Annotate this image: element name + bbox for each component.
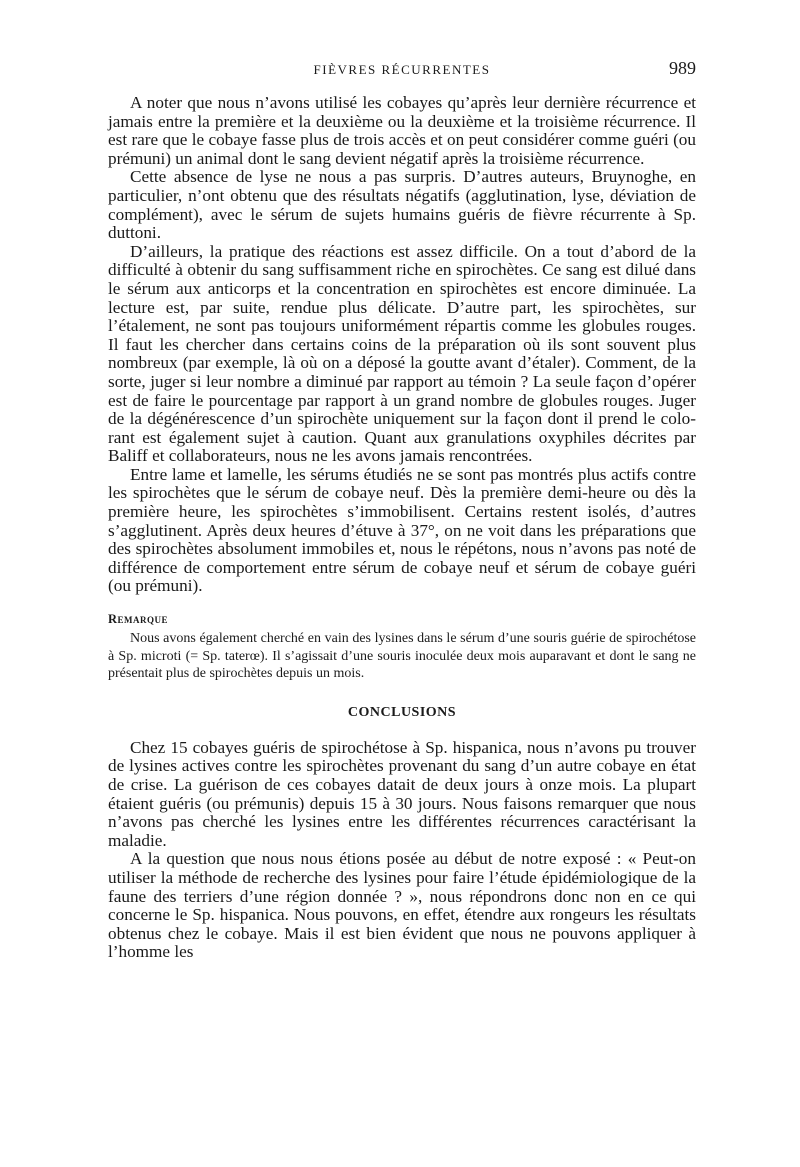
paragraph-1: A noter que nous n’avons utilisé les cobayes qu’après leur dernière récurrence et jamais entre la première et la deuxième ou la deuxième et la troisième récurrence. Il est rare que le cobaye fasse plus de trois accès et on peut considérer comme guéri (ou prémuni) un animal dont le sang devient négatif après la troisième récurrence. <box>108 93 696 168</box>
running-title: FIÈVRES RÉCURRENTES <box>313 62 491 77</box>
page-header <box>108 58 696 82</box>
remark-heading: Remarque <box>108 612 169 627</box>
remark-text: Nous avons également cherché en vain des lysines dans le sérum d’une souris guérie de spirochétose à Sp. microti (= Sp. taterœ). Il s’agissait d’une souris inoculée deux mois auparavant et dont le sang ne présentait plus de spirochètes depuis un mois. <box>108 631 696 682</box>
conclusion-paragraph-2: A la question que nous nous étions posée au début de notre exposé : « Peut-on utiliser la méthode de recherche des lysines pour faire l’étude épidémiologique de la faune des terriers d’une région donnée ? », nous répondrons donc non en ce qui concerne le Sp. hispanica. Nous pouvons, en effet, étendre aux rongeurs les résultats obtenus chez le cobaye. Mais il est bien évident que nous ne pouvons appliquer à l’homme les <box>108 849 696 962</box>
paragraph-3: D’ailleurs, la pratique des réactions est assez difficile. On a tout d’abord de la difficulté à obtenir du sang suffisamment riche en spirochètes. Ce sang est dilué dans le sérum aux anticorps et la concentration en spirochètes est encore diminuée. La lecture est, par suite, rendue plus délicate. D’autre part, les spirochètes, sur l’étalement, ne sont pas toujours uniformément répartis comme les globules rouges. Il faut les chercher dans certains coins de la préparation où ils sont souvent plus nombreux (par exemple, là où on a déposé la goutte avant d’étaler). Comment, de la sorte, juger si leur nombre a diminué par rapport au témoin ? La seule façon d’opérer est de faire le pourcentage par rapport à un grand nombre de globules rouges. Juger de la dégénérescence d’un spirochète uniquement sur la façon dont il prend le colorant est également sujet à caution. Quant aux granulations oxyphiles décrites par Baliff et collaborateurs, nous ne les avons jamais rencontrées. <box>108 241 696 466</box>
conclusion-paragraph-1: Chez 15 cobayes guéris de spirochétose à Sp. hispanica, nous n’avons pu trouver de lysines actives contre les spirochètes provenant du sang d’un autre cobaye en état de crise. La guérison de ces cobayes datait de deux jours à onze mois. La plupart étaient guéris (ou prémunis) depuis 15 à 30 jours. Nous faisons remarquer que nous n’avons pas cherché les lysines entre les différentes récurrences caractérisant la maladie. <box>108 737 696 850</box>
page-number: 989 <box>669 58 696 78</box>
paragraph-2: Cette absence de lyse ne nous a pas surpris. D’autres auteurs, Bruynoghe, en particulier, n’ont obtenu que des résultats négatifs (agglutination, lyse, déviation de complément), avec le sérum de sujets humains guéris de fièvre récurrente à Sp. duttoni. <box>108 167 696 243</box>
conclusions-heading: CONCLUSIONS <box>347 704 457 720</box>
paragraph-4: Entre lame et lamelle, les sérums étudiés ne se sont pas montrés plus actifs contre les spirochètes que le sérum de cobaye neuf. Dès la première demi-heure ou dès la première heure, les spirochètes s’immobilisent. Certains restent isolés, d’autres s’agglutinent. Après deux heures d’étuve à 37°, on ne voit dans les préparations que des spirochètes absolument immobiles et, nous le répétons, nous n’avons pas noté de différence de comportement entre sérum de cobaye neuf et sérum de cobaye guéri (ou prémuni). <box>108 464 696 596</box>
body-text <box>108 94 696 962</box>
